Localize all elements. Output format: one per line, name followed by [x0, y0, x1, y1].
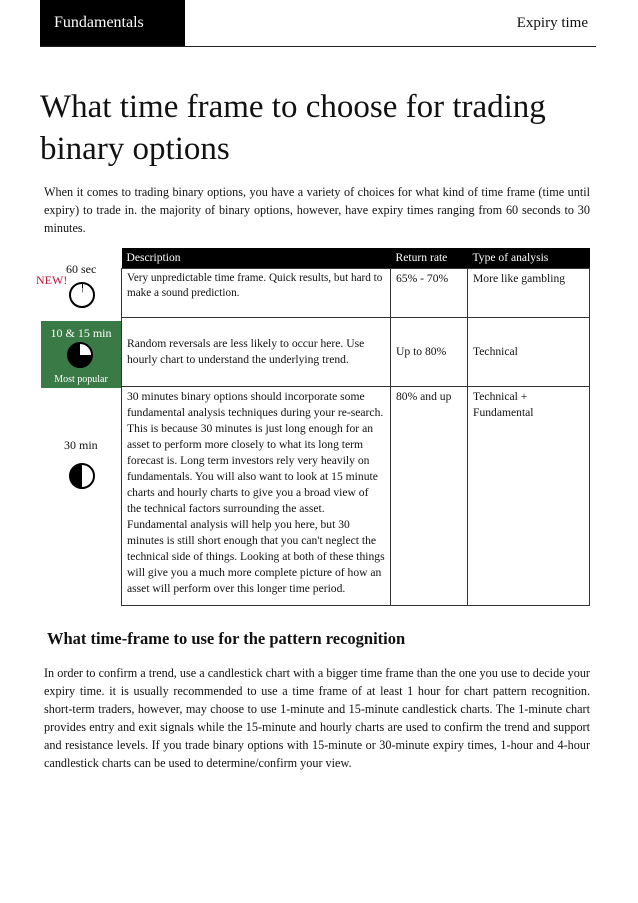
row-return-rate: Up to 80% [391, 318, 468, 387]
body-paragraph: In order to confirm a trend, use a candlestick chart with a bigger time frame than the one you use to decide your expiry time. it is usually recommended to use a time frame of at least 1 hour for chart pattern recognition. short-term traders, however, may choose to use 1-minute and 15-minute candlestick charts. The 1-minute chart provides entry and exit signals while the 15-minute and hourly charts are used to confirm the trend and support and resistance levels. If you trade binary options with 15-minute or 30-minute expiry times, 1-hour and 4-hour candlestick charts can be used to determine/confirm your view. [44, 666, 590, 770]
timeframe-label-15-min: 10 & 15 min [50, 326, 112, 340]
table-row [122, 318, 590, 387]
table-row [122, 387, 590, 606]
clock-60-sec-icon [69, 282, 95, 308]
row-description: Very unpredictable time frame. Quick results, but hard to make a sound prediction. [122, 269, 391, 318]
row-description: Random reversals are less likely to occur here. Use hourly chart to understand the underlying trend. [122, 318, 391, 387]
row-analysis: Technical + Fundamental [468, 387, 590, 606]
timeframe-label-30-min: 30 min [64, 438, 98, 452]
table-header-row [122, 248, 590, 269]
page-title: What time frame to choose for trading binary options [40, 89, 546, 167]
header-analysis: Type of analysis [468, 248, 590, 269]
chapter-title: Expiry time [516, 15, 588, 31]
row-analysis: Technical [468, 318, 590, 387]
table-row [122, 269, 590, 318]
header-description: Description [122, 248, 391, 269]
timeframe-label-60-sec: 60 sec [66, 262, 97, 276]
row-analysis: More like gambling [468, 269, 590, 318]
section-tab: Fundamentals [40, 0, 185, 46]
intro-paragraph: When it comes to trading binary options, you have a variety of choices for what kind of time frame (time until expiry) to trade in. the majority of binary options, however, have expiry times ranging from 60 seconds to 30 minutes. [44, 185, 590, 235]
header-return-rate: Return rate [391, 248, 468, 269]
row-return-rate: 65% - 70% [391, 269, 468, 318]
clock-15-min-icon [67, 342, 93, 368]
most-popular-tag: Most popular [54, 374, 108, 385]
timeframe-table [121, 248, 590, 606]
clock-30-min-icon [69, 463, 95, 489]
row-description: 30 minutes binary options should incorporate some fundamental analysis techniques during your re-search. This is because 30 minutes is just long enough for an asset to perform more closely to what its long term forecast is. Long term investors rely very heavily on fundamentals. You will also want to look at 15 minute charts and hourly charts to give you a broad view of the technical factors surrounding the asset. Fundamental analysis will help you here, but 30 minutes is still short enough that you can't neglect the technical side of things. Looking at both of these things will give you a much more complete picture of how an asset will perform over this longer time period. [122, 387, 391, 606]
section-subheading: What time-frame to use for the pattern recognition [47, 629, 406, 648]
new-badge: NEW! [36, 273, 68, 287]
row-return-rate: 80% and up [391, 387, 468, 606]
page-header [40, 0, 596, 47]
